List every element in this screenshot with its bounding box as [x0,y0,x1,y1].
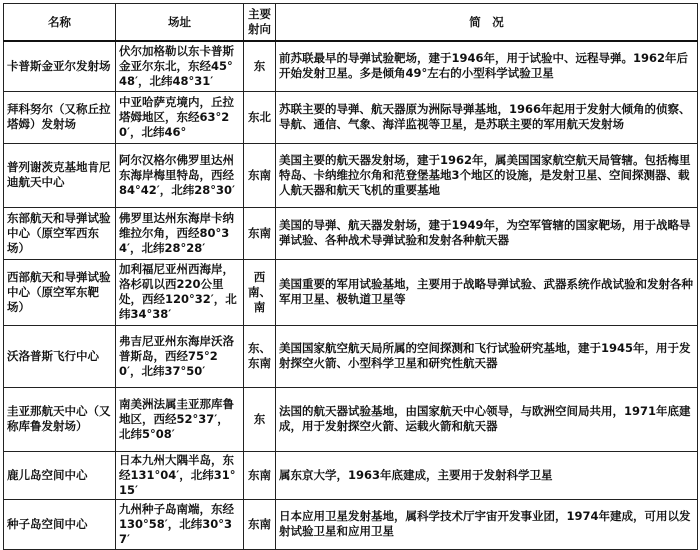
row-summary: 美国重要的军用试验基地，主要用于战略导弹试验、武器系统作战试验和发射各种军用卫星、极轨道卫星等 [276,259,698,325]
row-site: 九州种子岛南端，东经130°58′，北纬30°37′ [116,499,244,549]
row-name: 东部航天和导弹试验中心（原空军西东场） [4,207,116,259]
header-direction: 主要射向 [244,4,276,42]
row-site: 阿尔汉格尔佛罗里达州东海岸梅里特岛，西经84°42′，北纬28°30′ [116,143,244,207]
row-site: 弗吉尼亚州东海岸沃洛普斯岛，西经75°20′，北纬37°50′ [116,325,244,387]
row-name: 沃洛普斯飞行中心 [4,325,116,387]
row-summary: 法国的航天器试验基地，由国家航天中心领导，与欧洲空间局共用，1971年底建成，用于发射探空火箭、运载火箭和航天器 [276,387,698,451]
table-row [4,499,698,549]
row-direction: 东 [244,387,276,451]
row-summary: 日本应用卫星发射基地，属科学技术厅宇宙开发事业团，1974年建成，可用以发射试验卫星和应用卫星 [276,499,698,549]
row-direction: 东北 [244,91,276,143]
table-row [4,259,698,325]
table-row [4,325,698,387]
table-header-row [4,4,698,42]
table-row [4,143,698,207]
row-site: 加利福尼亚州西海岸，洛杉矶以西220公里处，西经120°32′，北纬34°38′ [116,259,244,325]
row-name: 西部航天和导弹试验中心（原空军东靶场） [4,259,116,325]
row-name: 鹿儿岛空间中心 [4,451,116,499]
row-summary: 美国的导弹、航天器发射场，建于1949年，为空军管辖的国家靶场，用于战略导弹试验、各种战术导弹试验和发射各种航天器 [276,207,698,259]
row-direction: 东南 [244,207,276,259]
row-name: 普列谢茨克基地肯尼迪航天中心 [4,143,116,207]
row-direction: 东南 [244,451,276,499]
row-name: 圭亚那航天中心（又称库鲁发射场） [4,387,116,451]
row-site: 日本九州大隅半岛，东经131°04′，北纬31°15′ [116,451,244,499]
row-direction: 东 [244,41,276,91]
row-summary: 美国国家航空航天局所属的空间探测和飞行试验研究基地，建于1945年，用于发射探空火箭、小型科学卫星和研究性航天器 [276,325,698,387]
row-site: 南美洲法属圭亚那库鲁地区，西经52°37′，北纬5°08′ [116,387,244,451]
row-direction: 西南、南 [244,259,276,325]
row-name: 拜科努尔（又称丘拉塔姆）发射场 [4,91,116,143]
header-site: 场址 [116,4,244,42]
table-row [4,387,698,451]
launch-sites-table [3,3,698,550]
row-name: 卡普斯金亚尔发射场 [4,41,116,91]
table-row [4,91,698,143]
row-direction: 东南 [244,143,276,207]
row-name: 种子岛空间中心 [4,499,116,549]
row-summary: 苏联主要的导弹、航天器原为洲际导弹基地，1966年起用于发射大倾角的侦察、导航、通信、气象、海洋监视等卫星，是苏联主要的军用航天发射场 [276,91,698,143]
row-site: 佛罗里达州东海岸卡纳维拉尔角，西经80°34′，北纬28°28′ [116,207,244,259]
table-row [4,207,698,259]
table-row [4,41,698,91]
header-summary: 简 况 [276,4,698,42]
row-summary: 属东京大学，1963年底建成，主要用于发射科学卫星 [276,451,698,499]
table-row [4,451,698,499]
row-summary: 美国主要的航天器发射场，建于1962年，属美国国家航空航天局管辖。包括梅里特岛、卡纳维拉尔角和范登堡基地3个地区的设施，是发射卫星、空间探测器、载人航天器和航天飞机的重要基地 [276,143,698,207]
row-site: 伏尔加格勒以东卡普斯金亚尔东北，东经45°48′，北纬48°31′ [116,41,244,91]
launch-sites-table-wrapper [3,3,697,550]
row-site: 中亚哈萨克境内，丘拉塔姆地区，东经63°20′，北纬46° [116,91,244,143]
row-direction: 东、东南 [244,325,276,387]
row-direction: 东南 [244,499,276,549]
row-summary: 前苏联最早的导弹试验靶场，建于1946年，用于试验中、远程导弹。1962年后开始发射卫星。多是倾角49°左右的小型科学试验卫星 [276,41,698,91]
header-name: 名称 [4,4,116,42]
